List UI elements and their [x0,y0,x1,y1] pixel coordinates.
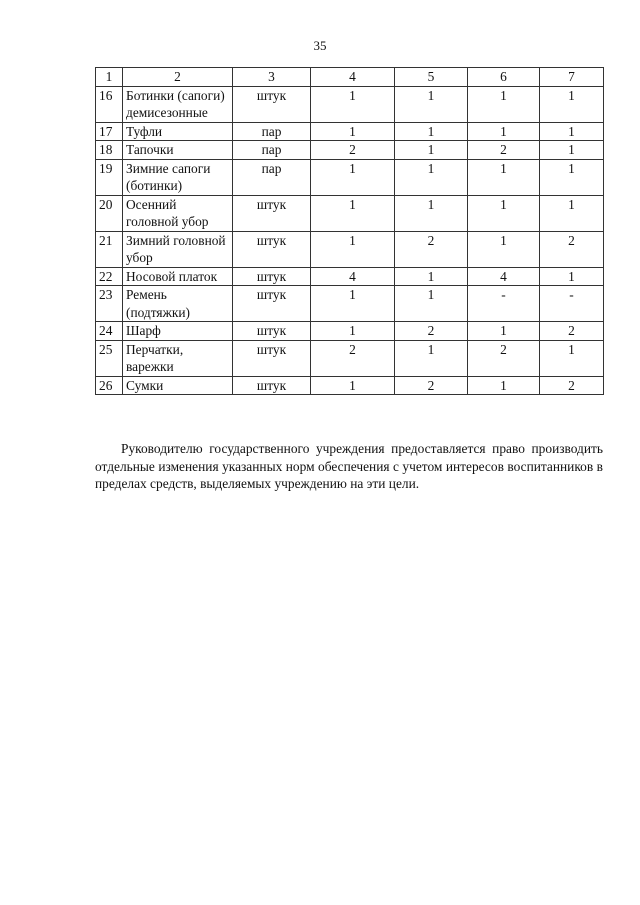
value-cell-4: 4 [311,267,395,286]
table-row [96,322,604,341]
unit-cell: штук [233,86,311,122]
value-cell-6: 4 [468,267,540,286]
value-cell-5: 1 [395,122,468,141]
item-name-cell: Зимние сапоги (ботинки) [123,159,233,195]
value-cell-7: 2 [540,376,604,395]
value-cell-7: 1 [540,141,604,160]
item-name-cell: Перчатки, варежки [123,340,233,376]
value-cell-7: 2 [540,231,604,267]
item-name-cell: Шарф [123,322,233,341]
value-cell-6: 1 [468,122,540,141]
table-row [96,86,604,122]
header-cell-6: 6 [468,68,540,87]
value-cell-4: 1 [311,195,395,231]
value-cell-7: - [540,286,604,322]
row-number-cell: 17 [96,122,123,141]
value-cell-7: 1 [540,267,604,286]
value-cell-6: 1 [468,159,540,195]
value-cell-4: 1 [311,376,395,395]
value-cell-4: 1 [311,159,395,195]
row-number-cell: 21 [96,231,123,267]
page-number: 35 [313,38,327,53]
unit-cell: пар [233,122,311,141]
row-number-cell: 23 [96,286,123,322]
value-cell-6: 1 [468,195,540,231]
unit-cell: штук [233,267,311,286]
value-cell-6: 1 [468,231,540,267]
table-row [96,122,604,141]
value-cell-5: 2 [395,231,468,267]
item-name-cell: Сумки [123,376,233,395]
value-cell-6: 1 [468,322,540,341]
item-name-cell: Носовой платок [123,267,233,286]
value-cell-5: 1 [395,286,468,322]
value-cell-4: 2 [311,340,395,376]
value-cell-5: 1 [395,195,468,231]
value-cell-7: 1 [540,86,604,122]
table-row [96,267,604,286]
row-number-cell: 22 [96,267,123,286]
value-cell-6: 2 [468,340,540,376]
value-cell-6: 1 [468,376,540,395]
value-cell-5: 2 [395,322,468,341]
item-name-cell: Осенний головной убор [123,195,233,231]
item-name-cell: Ремень (подтяжки) [123,286,233,322]
row-number-cell: 16 [96,86,123,122]
value-cell-4: 1 [311,122,395,141]
value-cell-4: 1 [311,86,395,122]
unit-cell: штук [233,340,311,376]
value-cell-7: 1 [540,195,604,231]
value-cell-7: 2 [540,322,604,341]
unit-cell: штук [233,376,311,395]
table-row [96,376,604,395]
note-paragraph: Руководителю государственного учреждения предоставляется право производить отдельные изменения указанных норм обеспечения с учетом интересов воспитанников в пределах средств, выделяемых учреждению на эти цели. [95,441,603,491]
table-row [96,340,604,376]
item-name-cell: Тапочки [123,141,233,160]
table-row [96,286,604,322]
value-cell-5: 1 [395,340,468,376]
value-cell-6: 1 [468,86,540,122]
item-name-cell: Туфли [123,122,233,141]
row-number-cell: 19 [96,159,123,195]
unit-cell: штук [233,286,311,322]
row-number-cell: 25 [96,340,123,376]
value-cell-5: 1 [395,159,468,195]
value-cell-5: 1 [395,86,468,122]
header-cell-7: 7 [540,68,604,87]
value-cell-5: 1 [395,267,468,286]
value-cell-5: 2 [395,376,468,395]
table-row [96,231,604,267]
header-cell-5: 5 [395,68,468,87]
unit-cell: пар [233,141,311,160]
item-name-cell: Ботинки (сапоги) демисезонные [123,86,233,122]
row-number-cell: 18 [96,141,123,160]
value-cell-6: 2 [468,141,540,160]
table-row [96,195,604,231]
unit-cell: пар [233,159,311,195]
value-cell-6: - [468,286,540,322]
value-cell-4: 1 [311,231,395,267]
item-name-cell: Зимний головной убор [123,231,233,267]
value-cell-4: 1 [311,286,395,322]
value-cell-7: 1 [540,340,604,376]
unit-cell: штук [233,231,311,267]
header-cell-2: 2 [123,68,233,87]
table-row [96,141,604,160]
row-number-cell: 26 [96,376,123,395]
unit-cell: штук [233,195,311,231]
header-cell-1: 1 [96,68,123,87]
value-cell-4: 1 [311,322,395,341]
header-cell-3: 3 [233,68,311,87]
table-row [96,159,604,195]
row-number-cell: 24 [96,322,123,341]
value-cell-7: 1 [540,159,604,195]
value-cell-4: 2 [311,141,395,160]
row-number-cell: 20 [96,195,123,231]
table-header-row [96,68,604,87]
norms-table [95,67,604,395]
value-cell-5: 1 [395,141,468,160]
unit-cell: штук [233,322,311,341]
header-cell-4: 4 [311,68,395,87]
value-cell-7: 1 [540,122,604,141]
